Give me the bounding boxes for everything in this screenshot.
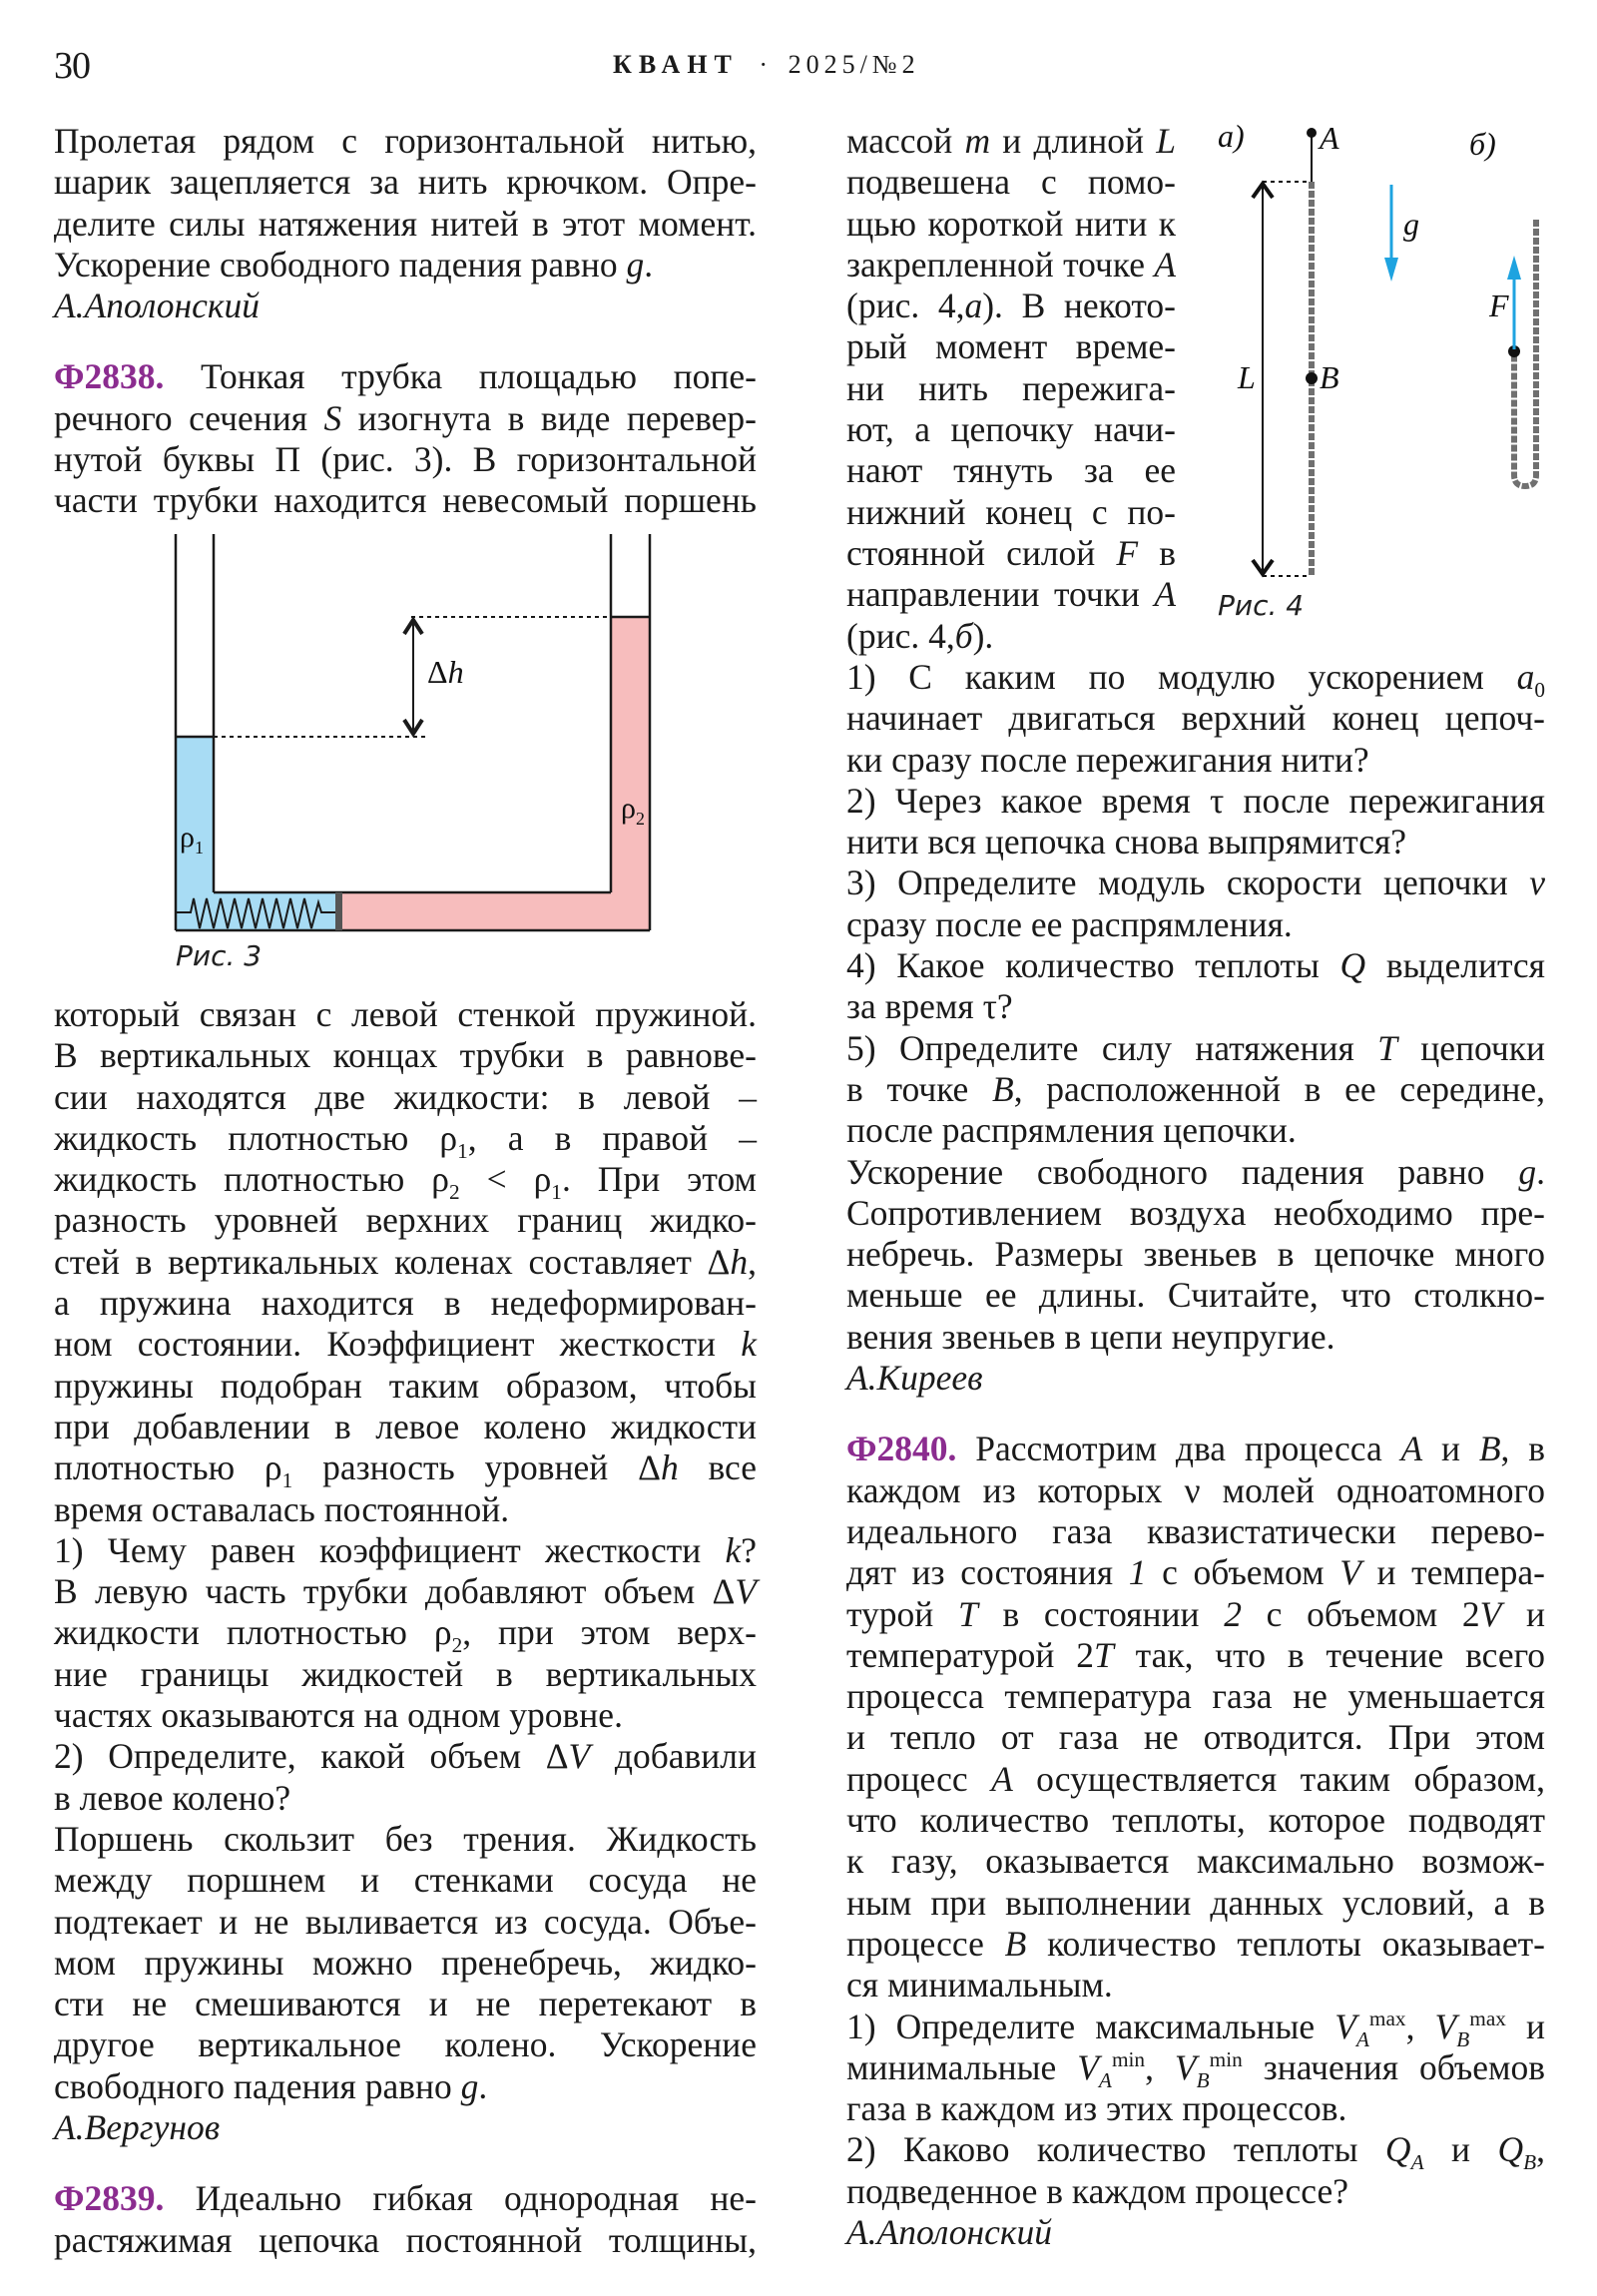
text-line: а пружина находится в недеформирован- xyxy=(54,1283,757,1324)
text-line: ют, а цепочку начи- xyxy=(846,409,1176,450)
left-column-bottom xyxy=(54,994,757,2261)
text-line: процессе B количество теплоты оказывает- xyxy=(846,1923,1545,1964)
text-line: шарик зацепляется за нить крючком. Опре- xyxy=(54,162,757,203)
text-line: В вертикальных концах трубки в равнове- xyxy=(54,1035,757,1076)
text-line: Поршень скользит без трения. Жидкость xyxy=(54,1818,757,1859)
text-line: другое вертикальное колено. Ускорение xyxy=(54,2024,757,2065)
author-signature: А.Киреев xyxy=(846,1358,983,1399)
text-line: жидкость плотностью $\rho_2 < \rho_1$. При этом xyxy=(54,1159,757,1205)
question-3: 3) Определите модуль скорости цепочки v xyxy=(846,862,1545,903)
question-1: 1) Определите максимальные $V_A^{max}$, $V_B^{max}$ и xyxy=(846,2006,1546,2051)
text-line: в точке B, расположенной в ее середине, xyxy=(846,1068,1545,1109)
text-line: процесса температура газа не уменьшается xyxy=(846,1676,1545,1717)
question-5: 5) Определите силу натяжения T цепочки xyxy=(846,1027,1545,1068)
rho2-label: $\rho_2$ xyxy=(621,792,645,829)
text-line: к газу, оказывается максимально возмож- xyxy=(846,1841,1545,1882)
text-line: пружины подобран таким образом, чтобы xyxy=(54,1365,757,1406)
text-line: нити вся цепочка снова выпрямится? xyxy=(846,822,1407,862)
text-line: каждом из которых ν молей одноатомного xyxy=(846,1469,1545,1510)
text-line: стей в вертикальных коленах составляет Δh, xyxy=(54,1241,757,1282)
text-line: растяжимая цепочка постоянной толщины, xyxy=(54,2219,757,2260)
text-line: массой m и длиной L xyxy=(846,121,1176,161)
text-line: сразу после ее распрямления. xyxy=(846,903,1293,944)
question-4: 4) Какое количество теплоты Q выделится xyxy=(846,945,1545,986)
right-column-narrow xyxy=(846,121,1176,657)
left-column-top xyxy=(54,121,757,522)
text-line: направлении точки A xyxy=(846,574,1176,615)
question-1: 1) С каким по модулю ускорением $a_0$ xyxy=(846,657,1545,703)
text-line: ным при выполнении данных условий, а в xyxy=(846,1882,1545,1923)
author-signature: А.Вергунов xyxy=(54,2107,221,2148)
piston xyxy=(335,892,342,930)
chain-diagram xyxy=(1208,110,1587,639)
text-line: время оставалась постоянной. xyxy=(54,1488,510,1529)
text-line: подведенное в каждом процессе? xyxy=(846,2170,1348,2211)
text-line: сии находятся две жидкости: в левой – xyxy=(54,1076,757,1117)
question-2: 2) Каково количество теплоты $Q_A$ и $Q_B$, xyxy=(846,2129,1546,2175)
text-line: В левую часть трубки добавляют объем ΔV xyxy=(54,1571,757,1612)
text-line: в левое колено? xyxy=(54,1777,291,1818)
text-line: Сопротивлением воздуха необходимо пре- xyxy=(846,1192,1545,1233)
problem-heading-2838: Ф2838. Тонкая трубка площадью попе- xyxy=(54,356,757,397)
text-line: и тепло от газа не отводится. При этом xyxy=(846,1717,1545,1758)
text-line: жидкость плотностью $\rho_1$, а в правой – xyxy=(54,1117,757,1163)
text-line: вения звеньев в цепи неупругие. xyxy=(846,1316,1335,1357)
figure-4 xyxy=(1208,110,1587,639)
u-tube-diagram xyxy=(160,524,679,983)
figure-caption: Рис. 3 xyxy=(176,939,263,972)
right-column-full xyxy=(846,657,1545,2253)
text-line: подвешена с помо- xyxy=(846,162,1176,203)
text-line: (рис. 4,б). xyxy=(846,615,994,656)
text-line: Ускорение свободного падения равно g. xyxy=(846,1151,1545,1192)
problem-id: Ф2838. xyxy=(54,356,165,397)
text-line: небречь. Размеры звеньев в цепочке много xyxy=(846,1234,1545,1275)
text-line: идеального газа квазистатически перево- xyxy=(846,1510,1545,1551)
rho1-label: $\rho_1$ xyxy=(180,821,204,858)
panel-a-label: а) xyxy=(1218,118,1245,154)
text-line: подтекает и не выливается из сосуда. Объе- xyxy=(54,1901,757,1942)
length-l-label: L xyxy=(1238,359,1256,395)
text-line: ки сразу после пережигания нити? xyxy=(846,739,1369,780)
figure-3 xyxy=(160,524,679,983)
text-line: нижний конец с по- xyxy=(846,491,1176,532)
text-line: турой T в состоянии 2 с объемом 2V и xyxy=(846,1593,1545,1634)
text-line: нутой буквы П (рис. 3). В горизонтальной xyxy=(54,439,757,480)
text-line: при добавлении в левое колено жидкости xyxy=(54,1406,757,1446)
point-a-label: A xyxy=(1320,120,1339,156)
question-2: 2) Определите, какой объем ΔV добавили xyxy=(54,1736,757,1777)
text-line: Ускорение свободного падения равно g. xyxy=(54,244,654,285)
text-line: начинает двигаться верхний конец цепоч- xyxy=(846,698,1545,739)
question-2: 2) Через какое время τ после пережигания xyxy=(846,780,1545,821)
question-1: 1) Чему равен коэффициент жесткости k? xyxy=(54,1529,757,1570)
text-line: частях оказываются на одном уровне. xyxy=(54,1695,623,1736)
text-line: свободного падения равно g. xyxy=(54,2065,488,2106)
problem-heading-2839: Ф2839. Идеально гибкая однородная не- xyxy=(54,2178,758,2219)
text-line: разность уровней верхних границ жидко- xyxy=(54,1200,757,1241)
problem-id: Ф2839. xyxy=(54,2178,165,2219)
figure-caption: Рис. 4 xyxy=(1218,589,1305,622)
text-line: (рис. 4,а). В некото- xyxy=(846,286,1176,326)
header-separator: · xyxy=(759,50,769,79)
text-line: жидкости плотностью $\rho_2$, при этом верх- xyxy=(54,1612,757,1658)
text-line: ся минимальным. xyxy=(846,1965,1113,2006)
text-line: газа в каждом из этих процессов. xyxy=(846,2088,1347,2129)
text-line: щью короткой нити к xyxy=(846,203,1176,244)
author-signature: А.Аполонский xyxy=(846,2211,1052,2252)
text-line: Пролетая рядом с горизонтальной нитью, xyxy=(54,121,757,161)
text-line: сти не смешиваются и не перетекают в xyxy=(54,1984,757,2024)
panel-b-label: б) xyxy=(1469,126,1496,162)
text-line: меньше ее длины. Считайте, что столкно- xyxy=(846,1275,1545,1316)
point-b-label: B xyxy=(1320,359,1339,395)
text-line: мом пружины можно пренебречь, жидко- xyxy=(54,1942,757,1983)
text-line: минимальные $V_A^{min}$, $V_B^{min}$ значения объемов xyxy=(846,2046,1546,2092)
text-line: закрепленной точке A xyxy=(846,244,1176,285)
text-line: плотностью $\rho_1$ разность уровней Δh все xyxy=(54,1447,758,1493)
text-line: ни нить пережига- xyxy=(846,367,1176,408)
text-line: процесс A осуществляется таким образом, xyxy=(846,1758,1545,1799)
delta-h-label: Δh xyxy=(427,654,464,690)
text-line: за время τ? xyxy=(846,986,1013,1027)
text-line: речного сечения S изогнута в виде перевер- xyxy=(54,397,757,438)
text-line: что количество теплоты, которое подводят xyxy=(846,1800,1545,1841)
text-line: ние границы жидкостей в вертикальных xyxy=(54,1653,757,1694)
magazine-title: КВАНТ xyxy=(613,50,739,79)
text-line: после распрямления цепочки. xyxy=(846,1110,1297,1151)
text-line: делите силы натяжения нитей в этот момент. xyxy=(54,203,757,244)
text-line: температурой 2T так, что в течение всего xyxy=(846,1634,1546,1675)
issue-number: 2025/№2 xyxy=(788,50,920,79)
text-line: стоянной силой F в xyxy=(846,532,1176,573)
text-line: ном состоянии. Коэффициент жесткости k xyxy=(54,1324,757,1365)
problem-id: Ф2840. xyxy=(846,1429,957,1469)
force-f-label: F xyxy=(1489,287,1509,323)
text-line: нают тянуть за ее xyxy=(846,450,1176,491)
text-line: дят из состояния 1 с объемом V и темпера- xyxy=(846,1552,1545,1593)
author-signature: А.Аполонский xyxy=(54,286,260,326)
text-line: между поршнем и стенками сосуда не xyxy=(54,1860,757,1901)
page-number: 30 xyxy=(54,45,90,87)
running-header xyxy=(613,50,920,80)
text-line: части трубки находится невесомый поршень xyxy=(54,480,757,521)
text-line: рый момент време- xyxy=(846,326,1176,367)
text-line: который связан с левой стенкой пружиной. xyxy=(54,994,757,1034)
problem-heading-2840: Ф2840. Рассмотрим два процесса A и B, в xyxy=(846,1429,1546,1469)
gravity-g-label: g xyxy=(1403,206,1419,242)
